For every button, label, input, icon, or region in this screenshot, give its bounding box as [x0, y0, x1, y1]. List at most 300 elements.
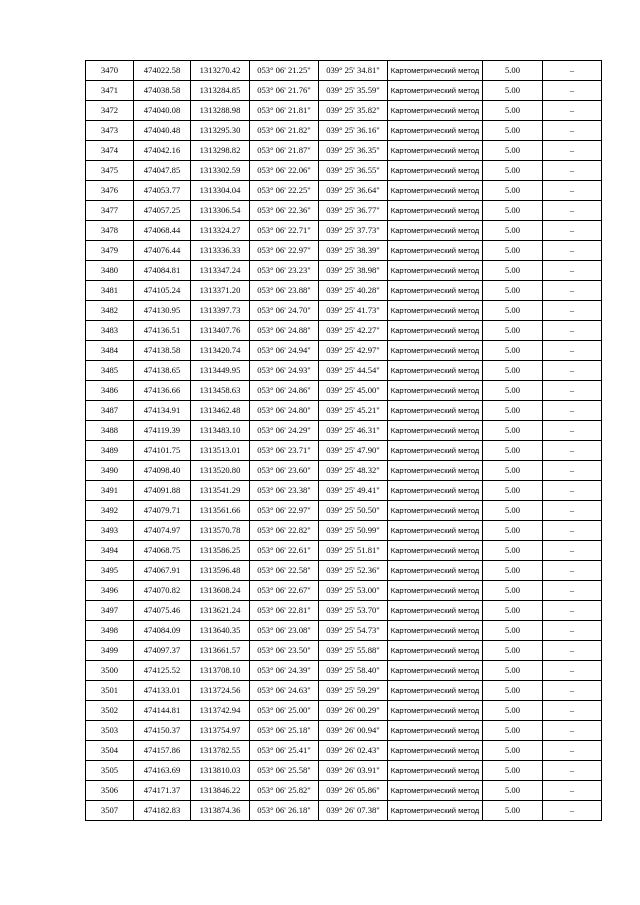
x-coordinate-cell: 474130.95: [134, 301, 191, 321]
point-number-cell: 3477: [86, 201, 134, 221]
table-row: [86, 381, 602, 401]
note-cell: –: [543, 721, 602, 741]
point-number-cell: 3475: [86, 161, 134, 181]
table-row: [86, 301, 602, 321]
x-coordinate-cell: 474171.37: [134, 781, 191, 801]
longitude-cell: 039° 25' 45.00": [319, 381, 388, 401]
note-cell: –: [543, 681, 602, 701]
y-coordinate-cell: 1313520.80: [191, 461, 250, 481]
latitude-cell: 053° 06' 25.41": [250, 741, 319, 761]
note-cell: –: [543, 621, 602, 641]
y-coordinate-cell: 1313371.20: [191, 281, 250, 301]
table-row: [86, 221, 602, 241]
table-row: [86, 181, 602, 201]
y-coordinate-cell: 1313270.42: [191, 61, 250, 81]
method-cell: Картометрический метод: [388, 361, 483, 381]
accuracy-cell: 5.00: [483, 581, 543, 601]
accuracy-cell: 5.00: [483, 241, 543, 261]
note-cell: –: [543, 281, 602, 301]
table-row: [86, 121, 602, 141]
accuracy-cell: 5.00: [483, 721, 543, 741]
table-row: [86, 681, 602, 701]
method-cell: Картометрический метод: [388, 101, 483, 121]
y-coordinate-cell: 1313304.04: [191, 181, 250, 201]
longitude-cell: 039° 25' 59.29": [319, 681, 388, 701]
x-coordinate-cell: 474068.44: [134, 221, 191, 241]
latitude-cell: 053° 06' 25.82": [250, 781, 319, 801]
latitude-cell: 053° 06' 25.58": [250, 761, 319, 781]
method-cell: Картометрический метод: [388, 581, 483, 601]
latitude-cell: 053° 06' 23.88": [250, 281, 319, 301]
y-coordinate-cell: 1313846.22: [191, 781, 250, 801]
note-cell: –: [543, 701, 602, 721]
latitude-cell: 053° 06' 21.82": [250, 121, 319, 141]
y-coordinate-cell: 1313754.97: [191, 721, 250, 741]
note-cell: –: [543, 661, 602, 681]
longitude-cell: 039° 25' 42.27": [319, 321, 388, 341]
point-number-cell: 3506: [86, 781, 134, 801]
note-cell: –: [543, 501, 602, 521]
accuracy-cell: 5.00: [483, 281, 543, 301]
accuracy-cell: 5.00: [483, 61, 543, 81]
y-coordinate-cell: 1313782.55: [191, 741, 250, 761]
accuracy-cell: 5.00: [483, 301, 543, 321]
x-coordinate-cell: 474136.66: [134, 381, 191, 401]
method-cell: Картометрический метод: [388, 521, 483, 541]
note-cell: –: [543, 761, 602, 781]
accuracy-cell: 5.00: [483, 801, 543, 821]
longitude-cell: 039° 25' 41.73": [319, 301, 388, 321]
method-cell: Картометрический метод: [388, 81, 483, 101]
longitude-cell: 039° 25' 36.16": [319, 121, 388, 141]
accuracy-cell: 5.00: [483, 761, 543, 781]
latitude-cell: 053° 06' 21.81": [250, 101, 319, 121]
point-number-cell: 3500: [86, 661, 134, 681]
table-row: [86, 101, 602, 121]
point-number-cell: 3494: [86, 541, 134, 561]
latitude-cell: 053° 06' 22.61": [250, 541, 319, 561]
point-number-cell: 3485: [86, 361, 134, 381]
method-cell: Картометрический метод: [388, 661, 483, 681]
longitude-cell: 039° 25' 50.99": [319, 521, 388, 541]
method-cell: Картометрический метод: [388, 481, 483, 501]
y-coordinate-cell: 1313397.73: [191, 301, 250, 321]
x-coordinate-cell: 474075.46: [134, 601, 191, 621]
method-cell: Картометрический метод: [388, 221, 483, 241]
latitude-cell: 053° 06' 24.80": [250, 401, 319, 421]
table-row: [86, 281, 602, 301]
latitude-cell: 053° 06' 25.18": [250, 721, 319, 741]
point-number-cell: 3499: [86, 641, 134, 661]
x-coordinate-cell: 474068.75: [134, 541, 191, 561]
accuracy-cell: 5.00: [483, 541, 543, 561]
x-coordinate-cell: 474040.48: [134, 121, 191, 141]
method-cell: Картометрический метод: [388, 601, 483, 621]
point-number-cell: 3476: [86, 181, 134, 201]
note-cell: –: [543, 141, 602, 161]
accuracy-cell: 5.00: [483, 601, 543, 621]
method-cell: Картометрический метод: [388, 121, 483, 141]
point-number-cell: 3505: [86, 761, 134, 781]
accuracy-cell: 5.00: [483, 521, 543, 541]
x-coordinate-cell: 474105.24: [134, 281, 191, 301]
table-row: [86, 481, 602, 501]
x-coordinate-cell: 474042.16: [134, 141, 191, 161]
longitude-cell: 039° 25' 53.70": [319, 601, 388, 621]
latitude-cell: 053° 06' 24.88": [250, 321, 319, 341]
latitude-cell: 053° 06' 26.18": [250, 801, 319, 821]
y-coordinate-cell: 1313621.24: [191, 601, 250, 621]
method-cell: Картометрический метод: [388, 341, 483, 361]
table-row: [86, 81, 602, 101]
note-cell: –: [543, 561, 602, 581]
method-cell: Картометрический метод: [388, 401, 483, 421]
longitude-cell: 039° 25' 35.59": [319, 81, 388, 101]
y-coordinate-cell: 1313570.78: [191, 521, 250, 541]
point-number-cell: 3486: [86, 381, 134, 401]
method-cell: Картометрический метод: [388, 681, 483, 701]
point-number-cell: 3497: [86, 601, 134, 621]
table-row: [86, 241, 602, 261]
table-row: [86, 801, 602, 821]
point-number-cell: 3473: [86, 121, 134, 141]
latitude-cell: 053° 06' 23.38": [250, 481, 319, 501]
note-cell: –: [543, 381, 602, 401]
accuracy-cell: 5.00: [483, 81, 543, 101]
note-cell: –: [543, 781, 602, 801]
y-coordinate-cell: 1313874.36: [191, 801, 250, 821]
accuracy-cell: 5.00: [483, 441, 543, 461]
y-coordinate-cell: 1313596.48: [191, 561, 250, 581]
point-number-cell: 3493: [86, 521, 134, 541]
table-row: [86, 261, 602, 281]
longitude-cell: 039° 25' 47.90": [319, 441, 388, 461]
longitude-cell: 039° 25' 54.73": [319, 621, 388, 641]
y-coordinate-cell: 1313513.01: [191, 441, 250, 461]
x-coordinate-cell: 474125.52: [134, 661, 191, 681]
table-row: [86, 201, 602, 221]
latitude-cell: 053° 06' 25.00": [250, 701, 319, 721]
x-coordinate-cell: 474091.88: [134, 481, 191, 501]
method-cell: Картометрический метод: [388, 161, 483, 181]
longitude-cell: 039° 25' 42.97": [319, 341, 388, 361]
table-row: [86, 641, 602, 661]
note-cell: –: [543, 401, 602, 421]
x-coordinate-cell: 474040.08: [134, 101, 191, 121]
longitude-cell: 039° 25' 38.98": [319, 261, 388, 281]
method-cell: Картометрический метод: [388, 761, 483, 781]
note-cell: –: [543, 321, 602, 341]
latitude-cell: 053° 06' 24.93": [250, 361, 319, 381]
note-cell: –: [543, 581, 602, 601]
longitude-cell: 039° 26' 03.91": [319, 761, 388, 781]
accuracy-cell: 5.00: [483, 681, 543, 701]
accuracy-cell: 5.00: [483, 641, 543, 661]
point-number-cell: 3498: [86, 621, 134, 641]
x-coordinate-cell: 474134.91: [134, 401, 191, 421]
longitude-cell: 039° 25' 36.55": [319, 161, 388, 181]
longitude-cell: 039° 26' 02.43": [319, 741, 388, 761]
method-cell: Картометрический метод: [388, 261, 483, 281]
accuracy-cell: 5.00: [483, 401, 543, 421]
table-row: [86, 741, 602, 761]
note-cell: –: [543, 241, 602, 261]
note-cell: –: [543, 221, 602, 241]
note-cell: –: [543, 741, 602, 761]
longitude-cell: 039° 25' 40.28": [319, 281, 388, 301]
point-number-cell: 3501: [86, 681, 134, 701]
accuracy-cell: 5.00: [483, 461, 543, 481]
point-number-cell: 3490: [86, 461, 134, 481]
latitude-cell: 053° 06' 23.60": [250, 461, 319, 481]
y-coordinate-cell: 1313407.76: [191, 321, 250, 341]
point-number-cell: 3496: [86, 581, 134, 601]
table-row: [86, 421, 602, 441]
point-number-cell: 3502: [86, 701, 134, 721]
method-cell: Картометрический метод: [388, 201, 483, 221]
x-coordinate-cell: 474119.39: [134, 421, 191, 441]
latitude-cell: 053° 06' 22.71": [250, 221, 319, 241]
longitude-cell: 039° 25' 49.41": [319, 481, 388, 501]
y-coordinate-cell: 1313458.63: [191, 381, 250, 401]
point-number-cell: 3491: [86, 481, 134, 501]
y-coordinate-cell: 1313742.94: [191, 701, 250, 721]
note-cell: –: [543, 301, 602, 321]
longitude-cell: 039° 25' 36.77": [319, 201, 388, 221]
note-cell: –: [543, 641, 602, 661]
accuracy-cell: 5.00: [483, 781, 543, 801]
point-number-cell: 3478: [86, 221, 134, 241]
table-row: [86, 461, 602, 481]
table-row: [86, 161, 602, 181]
method-cell: Картометрический метод: [388, 61, 483, 81]
accuracy-cell: 5.00: [483, 741, 543, 761]
x-coordinate-cell: 474182.83: [134, 801, 191, 821]
note-cell: –: [543, 441, 602, 461]
method-cell: Картометрический метод: [388, 381, 483, 401]
table-row: [86, 361, 602, 381]
y-coordinate-cell: 1313661.57: [191, 641, 250, 661]
x-coordinate-cell: 474070.82: [134, 581, 191, 601]
x-coordinate-cell: 474144.81: [134, 701, 191, 721]
y-coordinate-cell: 1313462.48: [191, 401, 250, 421]
y-coordinate-cell: 1313347.24: [191, 261, 250, 281]
method-cell: Картометрический метод: [388, 501, 483, 521]
latitude-cell: 053° 06' 24.63": [250, 681, 319, 701]
longitude-cell: 039° 26' 00.29": [319, 701, 388, 721]
longitude-cell: 039° 25' 58.40": [319, 661, 388, 681]
y-coordinate-cell: 1313561.66: [191, 501, 250, 521]
latitude-cell: 053° 06' 23.71": [250, 441, 319, 461]
x-coordinate-cell: 474150.37: [134, 721, 191, 741]
table-row: [86, 141, 602, 161]
point-number-cell: 3479: [86, 241, 134, 261]
accuracy-cell: 5.00: [483, 201, 543, 221]
note-cell: –: [543, 201, 602, 221]
y-coordinate-cell: 1313420.74: [191, 341, 250, 361]
coordinates-table-body: [86, 61, 602, 821]
point-number-cell: 3480: [86, 261, 134, 281]
longitude-cell: 039° 26' 00.94": [319, 721, 388, 741]
note-cell: –: [543, 341, 602, 361]
point-number-cell: 3487: [86, 401, 134, 421]
y-coordinate-cell: 1313302.59: [191, 161, 250, 181]
latitude-cell: 053° 06' 24.39": [250, 661, 319, 681]
latitude-cell: 053° 06' 22.82": [250, 521, 319, 541]
longitude-cell: 039° 25' 36.64": [319, 181, 388, 201]
accuracy-cell: 5.00: [483, 161, 543, 181]
longitude-cell: 039° 26' 07.38": [319, 801, 388, 821]
latitude-cell: 053° 06' 22.06": [250, 161, 319, 181]
method-cell: Картометрический метод: [388, 801, 483, 821]
y-coordinate-cell: 1313295.30: [191, 121, 250, 141]
x-coordinate-cell: 474136.51: [134, 321, 191, 341]
latitude-cell: 053° 06' 22.67": [250, 581, 319, 601]
point-number-cell: 3483: [86, 321, 134, 341]
point-number-cell: 3471: [86, 81, 134, 101]
latitude-cell: 053° 06' 24.94": [250, 341, 319, 361]
longitude-cell: 039° 25' 38.39": [319, 241, 388, 261]
table-row: [86, 321, 602, 341]
point-number-cell: 3489: [86, 441, 134, 461]
method-cell: Картометрический метод: [388, 741, 483, 761]
method-cell: Картометрический метод: [388, 461, 483, 481]
latitude-cell: 053° 06' 22.81": [250, 601, 319, 621]
x-coordinate-cell: 474057.25: [134, 201, 191, 221]
longitude-cell: 039° 25' 48.32": [319, 461, 388, 481]
point-number-cell: 3503: [86, 721, 134, 741]
method-cell: Картометрический метод: [388, 721, 483, 741]
longitude-cell: 039° 25' 55.88": [319, 641, 388, 661]
coordinates-table: [85, 60, 602, 821]
point-number-cell: 3482: [86, 301, 134, 321]
x-coordinate-cell: 474079.71: [134, 501, 191, 521]
x-coordinate-cell: 474067.91: [134, 561, 191, 581]
accuracy-cell: 5.00: [483, 501, 543, 521]
point-number-cell: 3484: [86, 341, 134, 361]
point-number-cell: 3472: [86, 101, 134, 121]
x-coordinate-cell: 474053.77: [134, 181, 191, 201]
x-coordinate-cell: 474098.40: [134, 461, 191, 481]
y-coordinate-cell: 1313336.33: [191, 241, 250, 261]
method-cell: Картометрический метод: [388, 701, 483, 721]
x-coordinate-cell: 474097.37: [134, 641, 191, 661]
point-number-cell: 3481: [86, 281, 134, 301]
accuracy-cell: 5.00: [483, 481, 543, 501]
accuracy-cell: 5.00: [483, 321, 543, 341]
table-row: [86, 601, 602, 621]
table-row: [86, 621, 602, 641]
note-cell: –: [543, 421, 602, 441]
point-number-cell: 3504: [86, 741, 134, 761]
longitude-cell: 039° 25' 36.35": [319, 141, 388, 161]
y-coordinate-cell: 1313608.24: [191, 581, 250, 601]
y-coordinate-cell: 1313541.29: [191, 481, 250, 501]
x-coordinate-cell: 474157.86: [134, 741, 191, 761]
y-coordinate-cell: 1313810.03: [191, 761, 250, 781]
accuracy-cell: 5.00: [483, 121, 543, 141]
method-cell: Картометрический метод: [388, 321, 483, 341]
point-number-cell: 3492: [86, 501, 134, 521]
x-coordinate-cell: 474138.65: [134, 361, 191, 381]
table-row: [86, 341, 602, 361]
x-coordinate-cell: 474084.09: [134, 621, 191, 641]
table-row: [86, 61, 602, 81]
latitude-cell: 053° 06' 22.58": [250, 561, 319, 581]
x-coordinate-cell: 474047.85: [134, 161, 191, 181]
method-cell: Картометрический метод: [388, 541, 483, 561]
y-coordinate-cell: 1313284.85: [191, 81, 250, 101]
latitude-cell: 053° 06' 22.36": [250, 201, 319, 221]
note-cell: –: [543, 461, 602, 481]
longitude-cell: 039° 25' 50.50": [319, 501, 388, 521]
latitude-cell: 053° 06' 21.87": [250, 141, 319, 161]
table-row: [86, 521, 602, 541]
x-coordinate-cell: 474074.97: [134, 521, 191, 541]
longitude-cell: 039° 25' 35.82": [319, 101, 388, 121]
table-row: [86, 721, 602, 741]
table-row: [86, 541, 602, 561]
x-coordinate-cell: 474038.58: [134, 81, 191, 101]
accuracy-cell: 5.00: [483, 701, 543, 721]
note-cell: –: [543, 121, 602, 141]
accuracy-cell: 5.00: [483, 141, 543, 161]
method-cell: Картометрический метод: [388, 641, 483, 661]
latitude-cell: 053° 06' 23.50": [250, 641, 319, 661]
accuracy-cell: 5.00: [483, 341, 543, 361]
point-number-cell: 3507: [86, 801, 134, 821]
method-cell: Картометрический метод: [388, 241, 483, 261]
note-cell: –: [543, 521, 602, 541]
y-coordinate-cell: 1313449.95: [191, 361, 250, 381]
accuracy-cell: 5.00: [483, 221, 543, 241]
accuracy-cell: 5.00: [483, 101, 543, 121]
x-coordinate-cell: 474133.01: [134, 681, 191, 701]
longitude-cell: 039° 25' 51.81": [319, 541, 388, 561]
latitude-cell: 053° 06' 24.86": [250, 381, 319, 401]
note-cell: –: [543, 541, 602, 561]
accuracy-cell: 5.00: [483, 361, 543, 381]
note-cell: –: [543, 601, 602, 621]
accuracy-cell: 5.00: [483, 181, 543, 201]
table-row: [86, 441, 602, 461]
x-coordinate-cell: 474084.81: [134, 261, 191, 281]
latitude-cell: 053° 06' 22.97": [250, 241, 319, 261]
y-coordinate-cell: 1313306.54: [191, 201, 250, 221]
latitude-cell: 053° 06' 22.25": [250, 181, 319, 201]
note-cell: –: [543, 801, 602, 821]
latitude-cell: 053° 06' 21.76": [250, 81, 319, 101]
note-cell: –: [543, 361, 602, 381]
longitude-cell: 039° 25' 46.31": [319, 421, 388, 441]
y-coordinate-cell: 1313483.10: [191, 421, 250, 441]
longitude-cell: 039° 26' 05.86": [319, 781, 388, 801]
x-coordinate-cell: 474138.58: [134, 341, 191, 361]
table-row: [86, 761, 602, 781]
accuracy-cell: 5.00: [483, 261, 543, 281]
longitude-cell: 039° 25' 53.00": [319, 581, 388, 601]
y-coordinate-cell: 1313708.10: [191, 661, 250, 681]
y-coordinate-cell: 1313298.82: [191, 141, 250, 161]
y-coordinate-cell: 1313586.25: [191, 541, 250, 561]
note-cell: –: [543, 161, 602, 181]
accuracy-cell: 5.00: [483, 381, 543, 401]
x-coordinate-cell: 474101.75: [134, 441, 191, 461]
accuracy-cell: 5.00: [483, 561, 543, 581]
longitude-cell: 039° 25' 44.54": [319, 361, 388, 381]
note-cell: –: [543, 181, 602, 201]
longitude-cell: 039° 25' 34.81": [319, 61, 388, 81]
